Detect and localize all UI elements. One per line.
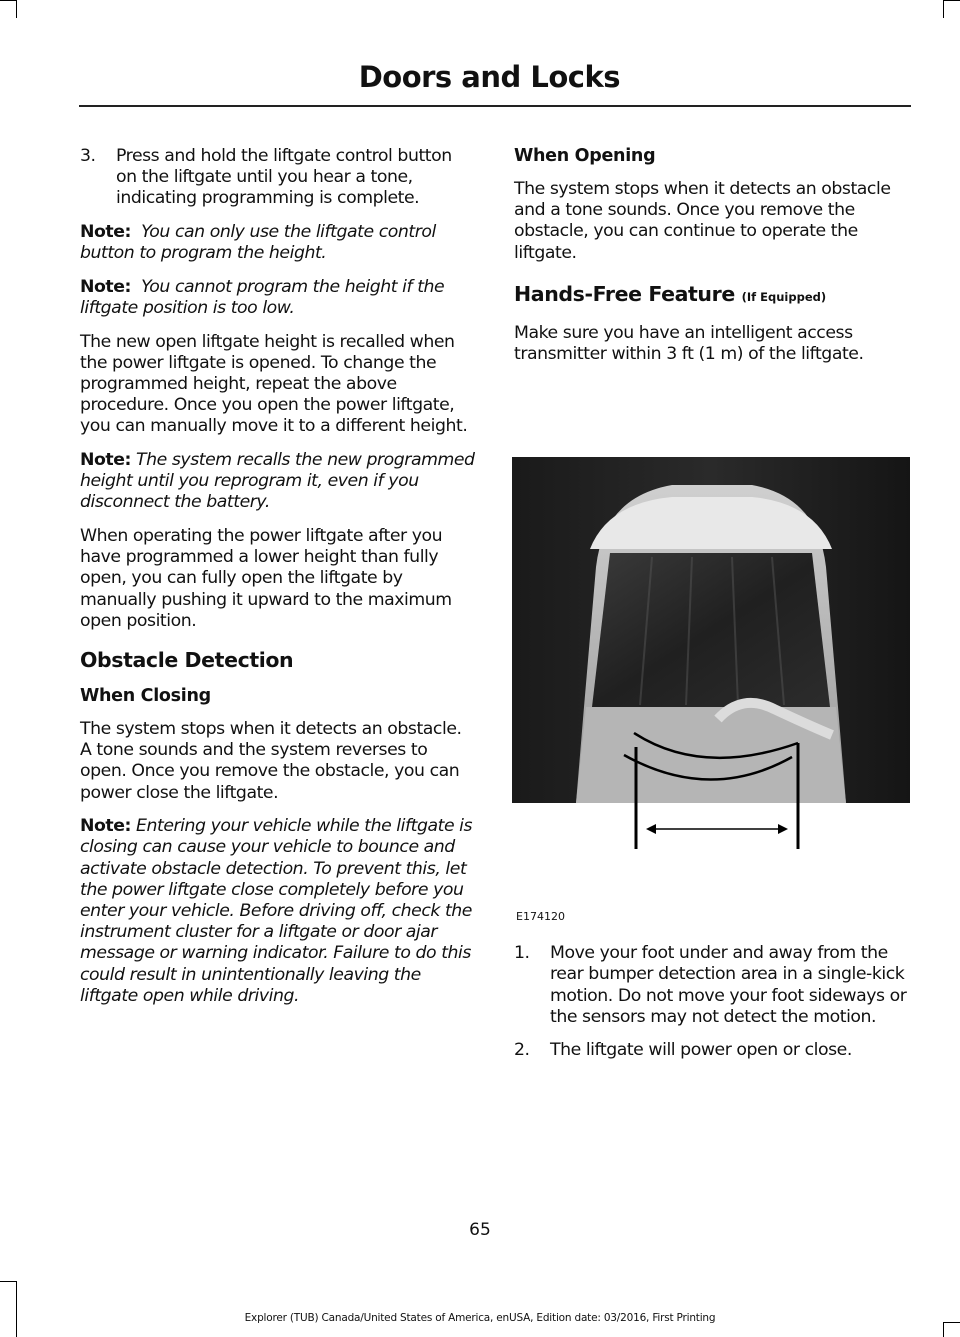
subsection-heading: When Closing bbox=[80, 686, 211, 707]
crop-mark bbox=[0, 1281, 16, 1282]
note bbox=[80, 450, 475, 514]
page-footer: Explorer (TUB) Canada/United States of America, enUSA, Edition date: 03/2016, First Printing bbox=[244, 1312, 716, 1324]
subsection-heading: When Opening bbox=[514, 146, 656, 166]
paragraph: When operating the power liftgate after you have programmed a lower height than fully open, you can fully open the liftgate by manually pushing it upward to the maximum open position. bbox=[80, 526, 452, 631]
step-text: Move your foot under and away from the rear bumper detection area in a single-kick motion. Do not move your foot sideways or the sensors may not detect the motion. bbox=[550, 943, 907, 1027]
left-column bbox=[80, 146, 475, 1019]
step-number: 1. bbox=[514, 943, 530, 964]
step-number: 2. bbox=[514, 1040, 530, 1061]
hands-free-illustration bbox=[512, 457, 910, 931]
vehicle-rear-illustration bbox=[512, 457, 910, 931]
note bbox=[80, 222, 475, 264]
note bbox=[80, 816, 475, 1007]
section-heading bbox=[514, 282, 910, 309]
step-text: Press and hold the liftgate control button on the liftgate until you hear a tone, indicating programming is complete. bbox=[116, 146, 452, 209]
section-heading: Obstacle Detection bbox=[80, 648, 294, 673]
step-2 bbox=[514, 1040, 910, 1061]
note-label: Note: bbox=[80, 816, 131, 837]
note-text: You can only use the liftgate control button to program the height. bbox=[80, 222, 436, 264]
crop-mark bbox=[943, 0, 944, 18]
step-3 bbox=[80, 146, 475, 210]
crop-mark bbox=[16, 1281, 17, 1337]
header-divider bbox=[79, 105, 911, 107]
note-text: Entering your vehicle while the liftgate is closing can cause your vehicle to bounce and activate obstacle detection. To prevent this, let the power liftgate close completely before you enter your vehicle. Before driving off, check the instrument cluster for a liftgate or door ajar message or warning indicator. Failure to do this could result in unintentionally leaving the liftgate open while driving. bbox=[80, 816, 473, 1006]
paragraph: Make sure you have an intelligent access transmitter within 3 ft (1 m) of the liftgate. bbox=[514, 322, 864, 365]
right-column bbox=[514, 146, 910, 1074]
crop-mark bbox=[943, 1322, 944, 1337]
crop-mark bbox=[944, 0, 960, 1]
section-heading-text: Hands-Free Feature bbox=[514, 281, 735, 306]
note bbox=[80, 277, 475, 319]
note-text: You cannot program the height if the liftgate position is too low. bbox=[80, 276, 445, 318]
note-label: Note: bbox=[80, 276, 131, 297]
note-label: Note: bbox=[80, 450, 131, 470]
note-text: The system recalls the new programmed height until you reprogram it, even if you disconnect the battery. bbox=[80, 450, 475, 513]
note-label: Note: bbox=[80, 222, 131, 242]
figure-code: E174120 bbox=[516, 910, 565, 924]
paragraph: The new open liftgate height is recalled when the power liftgate is opened. To change the programmed height, repeat the above procedure. Once you open the power liftgate, you can manually move it to a different height. bbox=[80, 331, 468, 437]
crop-mark bbox=[0, 0, 16, 1]
paragraph: The system stops when it detects an obstacle and a tone sounds. Once you remove the obstacle, you can continue to operate the liftgate. bbox=[514, 179, 891, 263]
page-number: 65 bbox=[469, 1220, 491, 1240]
step-text: The liftgate will power open or close. bbox=[550, 1040, 852, 1061]
equipment-tag: (If Equipped) bbox=[741, 289, 827, 304]
crop-mark bbox=[16, 0, 17, 18]
page-title: Doors and Locks bbox=[358, 60, 620, 94]
step-number: 3. bbox=[80, 146, 96, 166]
paragraph: The system stops when it detects an obstacle. A tone sounds and the system reverses to open. Once you remove the obstacle, you can power close the liftgate. bbox=[80, 719, 462, 803]
step-1 bbox=[514, 943, 910, 1028]
